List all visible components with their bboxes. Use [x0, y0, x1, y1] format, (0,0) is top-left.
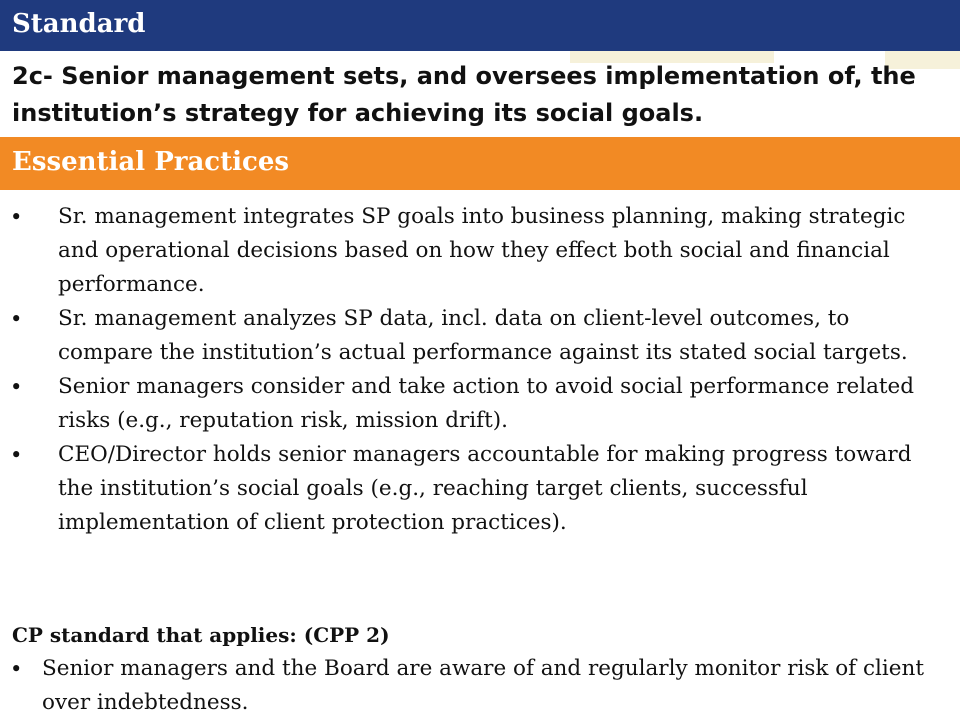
cp-standard-list	[0, 652, 960, 720]
list-item-text: Sr. management analyzes SP data, incl. data on client-level outcomes, to compare the institution’s actual performance against its stated social targets.	[58, 306, 908, 365]
bullet-icon: •	[10, 443, 23, 467]
standard-heading: 2c- Senior management sets, and oversees implementation of, the institution’s strategy for achieving its social goals.	[12, 62, 916, 127]
list-item	[0, 302, 960, 370]
list-item	[0, 370, 960, 438]
bullet-icon: •	[10, 205, 23, 229]
list-item-text: Senior managers and the Board are aware of and regularly monitor risk of client over indebtedness.	[42, 656, 924, 715]
bullet-icon: •	[10, 375, 23, 399]
list-item-text: CEO/Director holds senior managers accountable for making progress toward the institution’s social goals (e.g., reaching target clients, successful implementation of client protection practices).	[58, 442, 912, 535]
list-item-text: Senior managers consider and take action to avoid social performance related risks (e.g., reputation risk, mission drift).	[58, 374, 915, 433]
essential-practices-header-bar	[0, 137, 960, 190]
bullet-icon: •	[10, 657, 23, 681]
standard-title: Standard	[12, 9, 146, 39]
cp-standard-label: CP standard that applies: (CPP 2)	[12, 623, 390, 647]
list-item	[0, 200, 960, 302]
bullet-icon: •	[10, 307, 23, 331]
standard-header-bar	[0, 0, 960, 51]
essential-practices-title: Essential Practices	[12, 147, 290, 177]
list-item	[0, 438, 960, 540]
list-item-text: Sr. management integrates SP goals into business planning, making strategic and operational decisions based on how they effect both social and financial performance.	[58, 204, 906, 297]
list-item	[0, 652, 960, 720]
essential-practices-list	[0, 200, 960, 540]
